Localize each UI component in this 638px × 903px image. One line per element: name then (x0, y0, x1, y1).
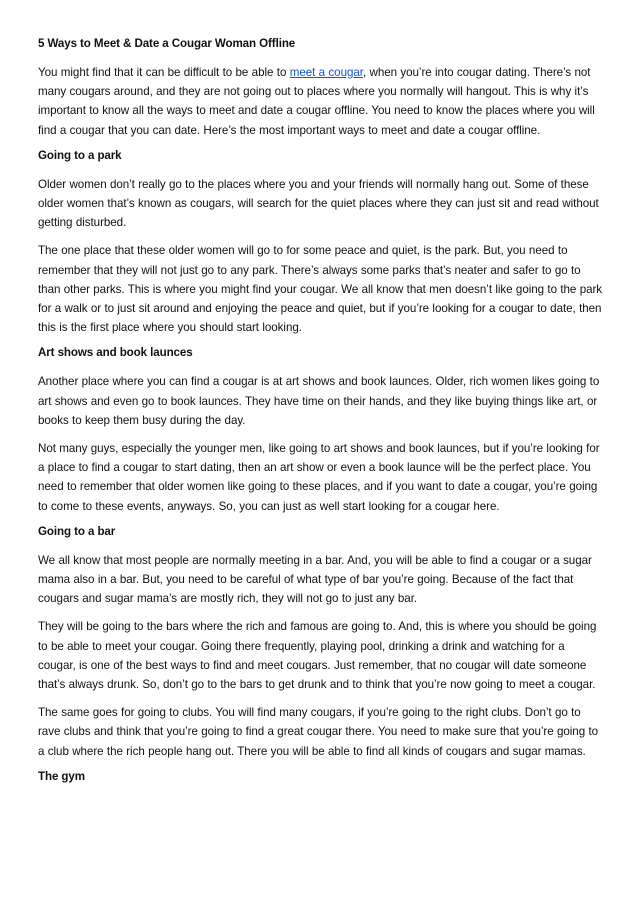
section-heading-gym: The gym (38, 769, 85, 783)
park-paragraph-1: Older women don’t really go to the places where you and your friends will normally hang out. Some of these older women that’s known as cougars, will search for the quiet places where they can just sit and read without getting disturbed. (38, 177, 599, 230)
section-heading-park: Going to a park (38, 148, 122, 162)
document-page (38, 37, 604, 796)
bar-paragraph-2: They will be going to the bars where the rich and famous are going to. And, this is where you should be going to be able to meet your cougar. Going there frequently, playing pool, drinking a drink and watching for a cougar, is one of the best ways to find and meet cougars. Just remember, that no cougar will date someone that’s always drunk. So, don’t go to the bars to get drunk and to think that you’re now going to meet a cougar. (38, 620, 597, 692)
meet-a-cougar-link[interactable]: meet a cougar (289, 66, 363, 79)
art-shows-paragraph-1: Another place where you can find a cougar is at art shows and book launces. Older, rich women likes going to art shows and even go to book launces. They have time on their hands, and they like buying things like art, or books to keep them busy during the day. (38, 375, 600, 427)
park-paragraph-2: The one place that these older women will go to for some peace and quiet, is the park. But, you need to remember that they will not just go to any park. There’s always some parks that’s neater and safer to go to than other parks. This is where you might find your cougar. We all know that men doesn’t like going to the park for a walk or to just sit around and enjoying the peace and quiet, but if you’re looking for a cougar to date, then this is the first place where you should start looking. (38, 244, 603, 335)
intro-text-after-link: , when you’re into cougar dating. There’s not many cougars around, and they are not going out to places where you normally will hangout. This is why it’s important to know all the ways to meet and date a cougar offline. You need to know the places where you will find a cougar that you can date. Here’s the most important ways to meet and date a cougar offline. (38, 66, 595, 137)
intro-text-before-link: You might find that it can be difficult to be able to (38, 66, 290, 79)
bar-paragraph-1: We all know that most people are normally meeting in a bar. And, you will be able to find a cougar or a sugar mama also in a bar. But, you need to be careful of what type of bar you’re going. Because of the fact that cougars and sugar mama’s are mostly rich, they will not go to just any bar. (38, 553, 592, 606)
art-shows-paragraph-2: Not many guys, especially the younger men, like going to art shows and book launces, but if you’re looking for a place to find a cougar to start dating, then an art show or even a book launce will be the perfect place. You need to remember that older women like going to these places, and if you want to date a cougar, you’re going to come to these events, anyways. So, you can just as well start looking for a cougar here. (38, 442, 600, 513)
section-heading-bar: Going to a bar (38, 524, 116, 538)
section-heading-art-shows: Art shows and book launces (38, 346, 193, 360)
bar-paragraph-3: The same goes for going to clubs. You will find many cougars, if you’re going to the right clubs. Don’t go to rave clubs and think that you’re going to find a great cougar there. You need to make sure that you’re going to a club where the rich people hang out. There you will be able to find all kinds of cougars and sugar mamas. (38, 706, 599, 758)
intro-paragraph (38, 63, 604, 140)
document-title: 5 Ways to Meet & Date a Cougar Woman Offline (38, 37, 296, 50)
